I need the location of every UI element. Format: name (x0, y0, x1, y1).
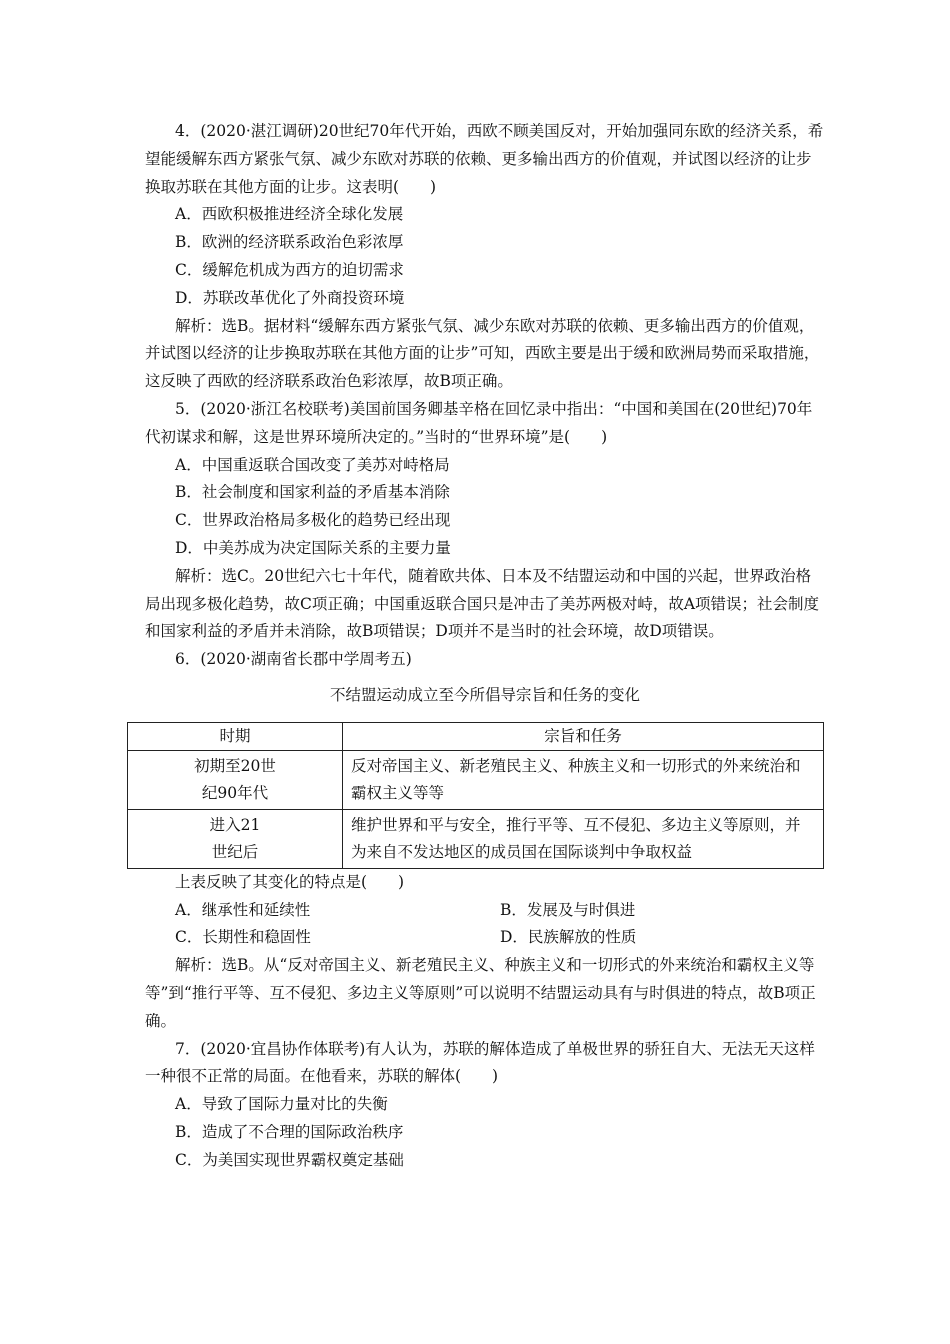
table-header-row (128, 722, 824, 750)
q7-option-b: B．造成了不合理的国际政治秩序 (175, 1122, 404, 1141)
q6-options-row-2 (175, 924, 825, 952)
q4-option-c: C．缓解危机成为西方的迫切需求 (175, 260, 404, 279)
table-header-content: 宗旨和任务 (343, 722, 824, 750)
q6-option-b: B．发展及与时俱进 (500, 900, 636, 919)
period-line-1: 进入21 (209, 815, 261, 834)
period-line-2: 世纪后 (211, 842, 259, 861)
table-row (128, 750, 824, 809)
table-cell-content: 维护世界和平与安全，推行平等、互不侵犯、多边主义等原则，并为来自不发达地区的成员国在国际谈判中争取权益 (343, 809, 824, 868)
table-header-period: 时期 (128, 722, 343, 750)
table-row (128, 809, 824, 868)
q4-stem: 4．(2020·湛江调研)20世纪70年代开始，西欧不顾美国反对，开始加强同东欧的经济关系，希望能缓解东西方紧张气氛、减少东欧对苏联的依赖、更多输出西方的价值观，并试图以经济的让步换取苏联在其他方面的让步。这表明( ) (145, 122, 824, 196)
q6-option-a: A．继承性和延续性 (175, 900, 311, 919)
period-line-1: 初期至20世 (194, 756, 276, 775)
q6-option-c: C．长期性和稳固性 (175, 928, 311, 947)
q5-stem: 5．(2020·浙江名校联考)美国前国务卿基辛格在回忆录中指出：“中国和美国在(20世纪)70年代初谋求和解，这是世界环境所决定的。”当时的“世界环境”是( ) (145, 399, 813, 446)
q5-analysis: 解析：选C。20世纪六七十年代，随着欧共体、日本及不结盟运动和中国的兴起，世界政治格局出现多极化趋势，故C项正确；中国重返联合国只是冲击了美苏两极对峙，故A项错误；社会制度和国家利益的矛盾并未消除，故B项错误；D项并不是当时的社会环境，故D项错误。 (145, 566, 820, 641)
q6-stem: 6．(2020·湖南省长郡中学周考五) (175, 650, 412, 669)
q4-option-d: D．苏联改革优化了外商投资环境 (175, 288, 405, 307)
table-cell-period (128, 809, 343, 868)
q6-option-d: D．民族解放的性质 (500, 928, 637, 947)
q4-option-a: A．西欧积极推进经济全球化发展 (175, 205, 404, 224)
table-cell-period (128, 750, 343, 809)
q6-question: 上表反映了其变化的特点是( ) (175, 872, 405, 891)
q5-option-a: A．中国重返联合国改变了美苏对峙格局 (175, 455, 450, 474)
q5-option-b: B．社会制度和国家利益的矛盾基本消除 (175, 483, 450, 502)
q4-option-b: B．欧洲的经济联系政治色彩浓厚 (175, 233, 404, 252)
q5-option-c: C．世界政治格局多极化的趋势已经出现 (175, 511, 451, 530)
q7-option-a: A．导致了国际力量对比的失衡 (175, 1095, 388, 1114)
q7-stem: 7．(2020·宜昌协作体联考)有人认为，苏联的解体造成了单极世界的骄狂自大、无法无天这样一种很不正常的局面。在他看来，苏联的解体( ) (145, 1039, 815, 1086)
q6-options-row-1 (175, 897, 825, 925)
comparison-table (127, 722, 824, 869)
period-line-2: 纪90年代 (201, 783, 269, 802)
q7-option-c: C．为美国实现世界霸权奠定基础 (175, 1150, 404, 1169)
document-page (145, 118, 825, 1175)
q4-analysis: 解析：选B。据材料“缓解东西方紧张气氛、减少东欧对苏联的依赖、更多输出西方的价值观，并试图以经济的让步换取苏联在其他方面的让步”可知，西欧主要是出于缓和欧洲局势而采取措施，这反映了西欧的经济联系政治色彩浓厚，故B项正确。 (145, 316, 820, 391)
q6-analysis: 解析：选B。从“反对帝国主义、新老殖民主义、种族主义和一切形式的外来统治和霸权主义等等”到“推行平等、互不侵犯、多边主义等原则”可以说明不结盟运动具有与时俱进的特点，故B项正确。 (145, 956, 816, 1030)
table-caption: 不结盟运动成立至今所倡导宗旨和任务的变化 (329, 685, 640, 704)
q5-option-d: D．中美苏成为决定国际关系的主要力量 (175, 538, 451, 557)
table-cell-content: 反对帝国主义、新老殖民主义、种族主义和一切形式的外来统治和霸权主义等等 (343, 750, 824, 809)
